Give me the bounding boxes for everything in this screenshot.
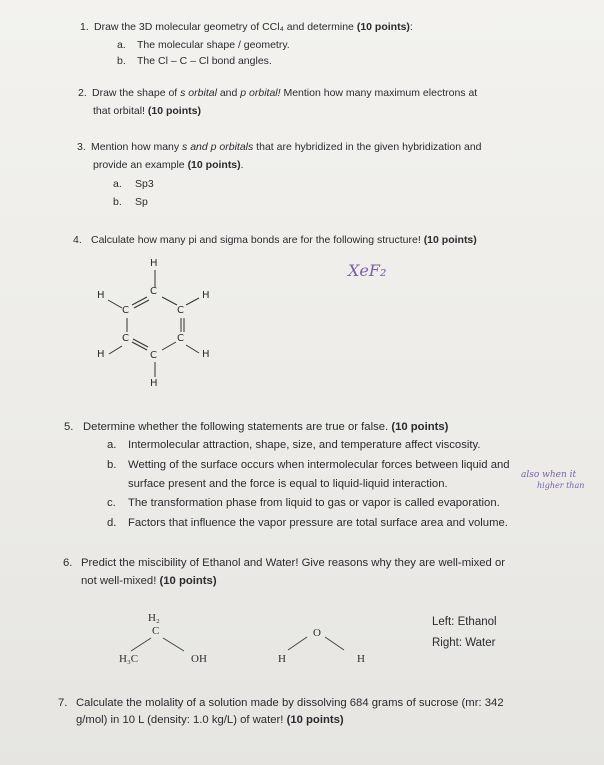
- atom-c-upper-left: C: [122, 305, 129, 316]
- question-6: 6. Predict the miscibility of Ethanol and Water! Give reasons why they are well-mixed or: [63, 557, 506, 569]
- question-1a: a. The molecular shape / geometry.: [117, 39, 290, 51]
- atom-h-lower-right: H: [202, 349, 210, 360]
- atom-h-top: H: [150, 258, 158, 269]
- ethanol-ch3: H₃C: [119, 653, 139, 665]
- atom-h-upper-left: H: [97, 290, 105, 301]
- question-5: 5. Determine whether the following statements are true or false. (10 points): [64, 421, 449, 433]
- water-hydrogen-left: H: [278, 653, 286, 665]
- question-6-line2: not well-mixed! (10 points): [81, 575, 217, 587]
- question-5c: c. The transformation phase from liquid to gas or vapor is called evaporation.: [107, 497, 500, 509]
- atom-c-lower-left: C: [122, 333, 129, 344]
- question-5a: a. Intermolecular attraction, shape, size, and temperature affect viscosity.: [107, 439, 481, 451]
- atom-c-top: C: [150, 286, 157, 297]
- atom-h-upper-right: H: [202, 290, 210, 301]
- atom-c-bottom: C: [150, 350, 157, 361]
- question-3a: a. Sp3: [113, 178, 154, 190]
- handwritten-note-1: also when it: [521, 470, 577, 480]
- question-1: 1. Draw the 3D molecular geometry of CCl₄ and determine (10 points):: [80, 21, 413, 33]
- question-7-line2: g/mol) in 10 L (density: 1.0 kg/L) of water! (10 points): [76, 714, 344, 726]
- legend-left-ethanol: Left: Ethanol: [432, 616, 497, 628]
- question-text: Draw the 3D molecular geometry of CCl₄ and determine: [94, 21, 357, 33]
- question-5d: d. Factors that influence the vapor pressure are total surface area and volume.: [107, 517, 508, 529]
- question-5b-line2: surface present and the force is equal to liquid-liquid interaction.: [128, 478, 448, 490]
- water-hydrogen-right: H: [357, 653, 365, 665]
- question-7: 7. Calculate the molality of a solution made by dissolving 684 grams of sucrose (mr: 342: [58, 697, 504, 709]
- question-number: 1.: [80, 21, 89, 33]
- ethanol-carbon: C: [152, 625, 160, 637]
- atom-h-lower-left: H: [97, 349, 105, 360]
- atom-h-bottom: H: [150, 378, 158, 389]
- question-3-line2: provide an example (10 points).: [93, 159, 244, 171]
- question-5b: b. Wetting of the surface occurs when intermolecular forces between liquid and: [107, 459, 510, 471]
- ethanol-oh: OH: [191, 653, 207, 665]
- ethanol-ch2-h2: H₂: [148, 612, 160, 624]
- question-3: 3. Mention how many s and p orbitals that are hybridized in the given hybridization and: [77, 141, 482, 153]
- atom-c-upper-right: C: [177, 305, 184, 316]
- question-2-line2: that orbital! (10 points): [93, 105, 201, 117]
- handwritten-note-2: higher than: [537, 481, 585, 490]
- handwritten-xef2: XeF₂: [348, 261, 387, 280]
- atom-c-lower-right: C: [177, 333, 184, 344]
- water-oxygen: O: [313, 627, 321, 639]
- question-4: 4. Calculate how many pi and sigma bonds are for the following structure! (10 points): [73, 234, 477, 246]
- question-2: 2. Draw the shape of s orbital and p orbital! Mention how many maximum electrons at: [78, 87, 478, 99]
- legend-right-water: Right: Water: [432, 637, 496, 649]
- points-label: (10 points): [356, 21, 410, 33]
- question-1b: b. The Cl – C – Cl bond angles.: [117, 55, 272, 67]
- question-3b: b. Sp: [113, 196, 148, 208]
